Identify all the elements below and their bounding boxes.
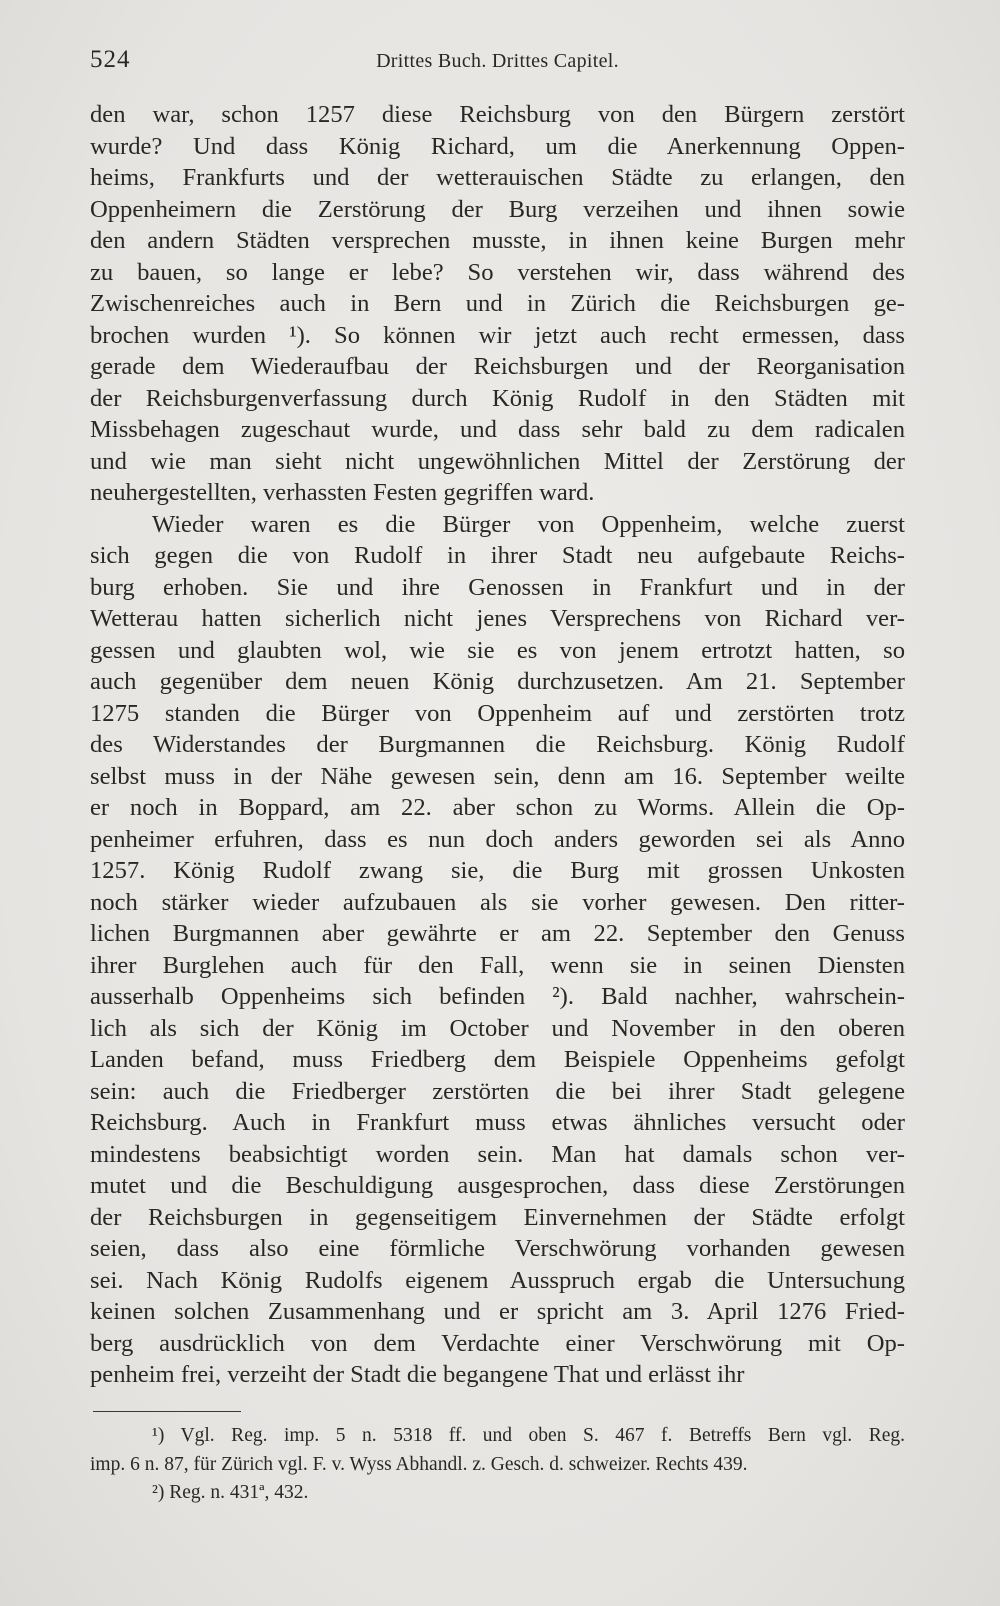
text-line: brochen wurden ¹). So können wir jetzt auch recht ermessen, dass xyxy=(90,321,905,349)
text-line: Oppenheimern die Zerstörung der Burg verzeihen und ihnen sowie xyxy=(90,195,905,223)
text-line: und wie man sieht nicht ungewöhnlichen Mittel der Zerstörung der xyxy=(90,447,905,475)
text-line: lich als sich der König im October und November in den oberen xyxy=(90,1014,905,1042)
text-line: Zwischenreiches auch in Bern und in Zürich die Reichsburgen ge- xyxy=(90,290,905,317)
text-line: mutet und die Beschuldigung ausgesprochen, dass diese Zerstörungen xyxy=(90,1172,905,1199)
text-line: der Reichsburgen in gegenseitigem Einvernehmen der Städte erfolgt xyxy=(90,1203,905,1231)
text-line: Landen befand, muss Friedberg dem Beispiele Oppenheims gefolgt xyxy=(90,1046,905,1073)
footnote-rule xyxy=(93,1411,241,1412)
text-line: lichen Burgmannen aber gewährte er am 22. September den Genuss xyxy=(90,920,905,947)
text-line: penheim frei, verzeiht der Stadt die begangene That und erlässt ihr xyxy=(90,1361,745,1388)
page-number: 524 xyxy=(90,46,131,73)
text-line: Missbehagen zugeschaut wurde, und dass sehr bald zu dem radicalen xyxy=(90,416,905,443)
text-line: er noch in Boppard, am 22. aber schon zu Worms. Allein die Op- xyxy=(90,794,905,821)
text-line: berg ausdrücklich von dem Verdachte einer Verschwörung mit Op- xyxy=(90,1329,905,1357)
footnotes xyxy=(90,1422,905,1508)
text-line: 1275 standen die Bürger von Oppenheim auf und zerstörten trotz xyxy=(90,699,905,727)
footnote-line: ²) Reg. n. 431ª, 432. xyxy=(152,1482,309,1503)
text-line: burg erhoben. Sie und ihre Genossen in Frankfurt und in der xyxy=(90,573,905,601)
text-line: Reichsburg. Auch in Frankfurt muss etwas ähnliches versucht oder xyxy=(90,1109,905,1136)
text-line: mindestens beabsichtigt worden sein. Man hat damals schon ver- xyxy=(90,1140,905,1168)
text-line: keinen solchen Zusammenhang und er spricht am 3. April 1276 Fried- xyxy=(90,1298,905,1325)
footnote-line: imp. 6 n. 87, für Zürich vgl. F. v. Wyss Abhandl. z. Gesch. d. schweizer. Rechts 439. xyxy=(90,1453,748,1475)
text-line: sei. Nach König Rudolfs eigenem Ausspruch ergab die Untersuchung xyxy=(90,1266,905,1294)
text-line: den andern Städten versprechen musste, in ihnen keine Burgen mehr xyxy=(90,227,905,254)
text-line: zu bauen, so lange er lebe? So verstehen wir, dass während des xyxy=(90,258,905,286)
text-line: des Widerstandes der Burgmannen die Reichsburg. König Rudolf xyxy=(90,731,905,758)
text-line: selbst muss in der Nähe gewesen sein, denn am 16. September weilte xyxy=(90,762,905,790)
text-line: penheimer erfuhren, dass es nun doch anders geworden sei als Anno xyxy=(90,825,905,853)
text-line: noch stärker wieder aufzubauen als sie vorher gewesen. Den ritter- xyxy=(90,888,905,916)
running-head: Drittes Buch. Drittes Capitel. xyxy=(376,50,619,72)
text-line: ihrer Burglehen auch für den Fall, wenn sie in seinen Diensten xyxy=(90,951,905,979)
text-line: gessen und glaubten wol, wie sie es von jenem ertrotzt hatten, so xyxy=(90,636,905,664)
text-line: 1257. König Rudolf zwang sie, die Burg mit grossen Unkosten xyxy=(90,857,905,884)
text-line: sich gegen die von Rudolf in ihrer Stadt neu aufgebaute Reichs- xyxy=(90,542,905,569)
text-line: wurde? Und dass König Richard, um die Anerkennung Oppen- xyxy=(90,132,905,160)
footnote-line: ¹) Vgl. Reg. imp. 5 n. 5318 ff. und oben S. 467 f. Betreffs Bern vgl. Reg. xyxy=(152,1425,905,1446)
text-line: der Reichsburgenverfassung durch König Rudolf in den Städten mit xyxy=(90,384,905,412)
text-line: Wieder waren es die Bürger von Oppenheim, welche zuerst xyxy=(152,510,905,538)
text-line: Wetterau hatten sicherlich nicht jenes Versprechens von Richard ver- xyxy=(90,605,905,632)
text-line: auch gegenüber dem neuen König durchzusetzen. Am 21. September xyxy=(90,668,905,695)
text-line: gerade dem Wiederaufbau der Reichsburgen und der Reorganisation xyxy=(90,353,905,380)
body-text xyxy=(90,99,905,1391)
text-line: den war, schon 1257 diese Reichsburg von den Bürgern zerstört xyxy=(90,101,905,128)
text-line: seien, dass also eine förmliche Verschwörung vorhanden gewesen xyxy=(90,1235,905,1262)
text-line: sein: auch die Friedberger zerstörten die bei ihrer Stadt gelegene xyxy=(90,1077,905,1105)
text-line: neuhergestellten, verhassten Festen gegriffen ward. xyxy=(90,479,595,506)
text-line: ausserhalb Oppenheims sich befinden ²). Bald nachher, wahrschein- xyxy=(90,983,905,1010)
page-header xyxy=(90,46,905,82)
text-line: heims, Frankfurts und der wetterauischen Städte zu erlangen, den xyxy=(90,164,905,191)
